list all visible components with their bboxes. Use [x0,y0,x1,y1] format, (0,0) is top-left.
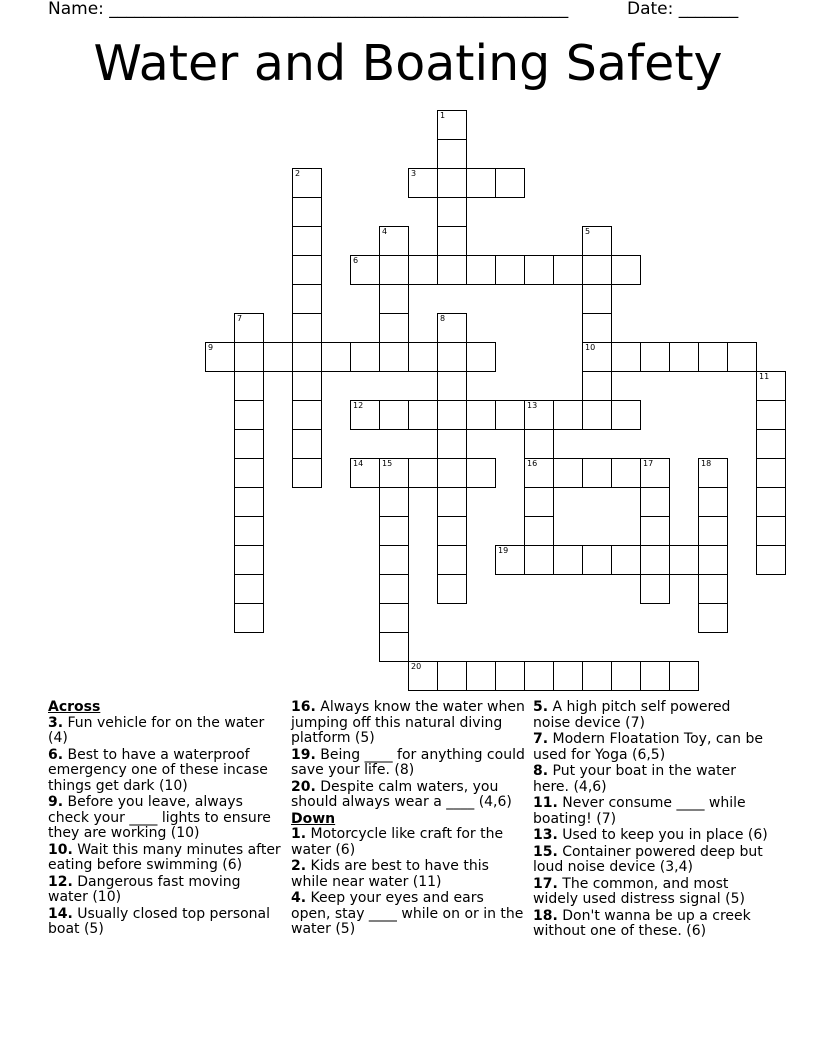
grid-cell[interactable] [466,255,496,285]
grid-cell[interactable] [437,458,467,488]
grid-cell[interactable] [698,545,728,575]
grid-cell[interactable] [611,545,641,575]
clue [533,764,769,795]
clue-number: 3. [48,714,64,731]
clue [533,732,769,763]
grid-cell[interactable] [408,661,438,691]
grid-cell[interactable] [756,400,786,430]
clue [48,843,284,874]
grid-cell[interactable] [466,458,496,488]
grid-cell[interactable] [292,458,322,488]
clue [48,748,284,795]
clue-number: 6. [48,746,64,763]
grid-cell[interactable] [553,400,583,430]
clue-number: 9 [208,343,214,352]
grid-cell[interactable] [553,458,583,488]
grid-cell[interactable] [698,342,728,372]
grid-cell[interactable] [234,574,264,604]
grid-cell[interactable] [292,255,322,285]
clue-text: Modern Floatation Toy, can be used for Yoga (6,5) [533,731,763,763]
grid-cell[interactable] [379,574,409,604]
clue-number: 11 [759,372,770,381]
clue-text: A high pitch self powered noise device (7) [533,699,731,731]
grid-cell[interactable] [379,458,409,488]
clue [533,828,769,844]
grid-cell[interactable] [669,342,699,372]
clue-text: Don't wanna be up a creek without one of these. (6) [533,907,751,939]
clue-number: 5 [585,227,591,236]
grid-cell[interactable] [582,545,612,575]
grid-cell[interactable] [350,400,380,430]
grid-cell[interactable] [553,545,583,575]
grid-cell[interactable] [379,313,409,343]
grid-cell[interactable] [408,255,438,285]
grid-cell[interactable] [524,255,554,285]
grid-cell[interactable] [756,371,786,401]
clue-text: Being ____ for anything could save your life. (8) [291,746,525,778]
grid-cell[interactable] [582,400,612,430]
clue-number: 4. [291,890,307,906]
across-heading: Across [48,699,101,715]
grid-cell[interactable] [582,342,612,372]
grid-cell[interactable] [582,226,612,256]
grid-cell[interactable] [756,516,786,546]
clue [533,796,769,827]
grid-cell[interactable] [756,545,786,575]
clue-text: Always know the water when jumping off this natural diving platform (5) [291,699,525,746]
clue-number: 20 [411,662,422,671]
grid-cell[interactable] [524,458,554,488]
grid-cell[interactable] [524,516,554,546]
clue-number: 8 [440,314,446,323]
clue [533,845,769,876]
clue-text: Fun vehicle for on the water (4) [48,714,265,746]
grid-cell[interactable] [611,458,641,488]
grid-cell[interactable] [495,168,525,198]
grid-cell[interactable] [640,661,670,691]
clue-number: 14 [353,459,364,468]
grid-cell[interactable] [582,313,612,343]
grid-cell[interactable] [437,342,467,372]
grid-cell[interactable] [408,342,438,372]
grid-cell[interactable] [379,632,409,662]
grid-cell[interactable] [292,168,322,198]
grid-cell[interactable] [495,545,525,575]
grid-cell[interactable] [437,574,467,604]
clue [533,877,769,908]
grid-cell[interactable] [234,429,264,459]
grid-cell[interactable] [379,226,409,256]
clue-number: 6 [353,256,359,265]
grid-cell[interactable] [234,342,264,372]
clues-column-3 [533,700,769,941]
grid-cell[interactable] [379,487,409,517]
grid-cell[interactable] [437,110,467,140]
grid-cell[interactable] [582,458,612,488]
clue-number: 19 [498,546,509,555]
grid-cell[interactable] [234,545,264,575]
clue [291,748,527,779]
clue-number: 15. [533,843,558,860]
clue-number: 10 [585,343,596,352]
grid-cell[interactable] [205,342,235,372]
clue-number: 12 [353,401,364,410]
clue [291,891,527,938]
grid-cell[interactable] [437,226,467,256]
grid-cell[interactable] [524,400,554,430]
clue-number: 2 [295,169,301,178]
clue-text: Best to have a waterproof emergency one of these incase things get dark (10) [48,746,268,794]
clue-number: 12. [48,873,73,890]
clue-text: Usually closed top personal boat (5) [48,905,271,937]
grid-cell[interactable] [234,400,264,430]
clue [48,795,284,842]
grid-cell[interactable] [437,371,467,401]
clue-number: 18. [533,907,558,924]
clue [533,700,769,731]
grid-cell[interactable] [292,400,322,430]
grid-cell[interactable] [698,458,728,488]
clue-text: Before you leave, always check your ____ lights to ensure they are working (10) [48,794,271,841]
grid-cell[interactable] [582,284,612,314]
grid-cell[interactable] [379,255,409,285]
grid-cell[interactable] [437,516,467,546]
grid-cell[interactable] [321,342,351,372]
grid-cell[interactable] [466,168,496,198]
grid-cell[interactable] [756,487,786,517]
grid-cell[interactable] [611,342,641,372]
grid-cell[interactable] [292,197,322,227]
grid-cell[interactable] [437,313,467,343]
clue-text: Dangerous fast moving water (10) [48,873,241,905]
name-field[interactable]: Name: ______________________________________________________ [48,0,569,19]
clue [291,700,527,747]
clue-text: Never consume ____ while boating! (7) [533,795,746,827]
grid-cell[interactable] [437,487,467,517]
grid-cell[interactable] [437,168,467,198]
grid-cell[interactable] [292,371,322,401]
clue-number: 16 [527,459,538,468]
clue-number: 3 [411,169,417,178]
grid-cell[interactable] [611,400,641,430]
grid-cell[interactable] [379,284,409,314]
clue-text: Container powered deep but loud noise device (3,4) [533,843,763,875]
clue-text: Used to keep you in place (6) [562,827,768,843]
grid-cell[interactable] [292,284,322,314]
grid-cell[interactable] [234,313,264,343]
grid-cell[interactable] [437,429,467,459]
grid-cell[interactable] [640,545,670,575]
date-field[interactable]: Date: _______ [627,0,739,19]
clue-text: Wait this many minutes after eating before swimming (6) [48,841,281,873]
clue-text: Despite calm waters, you should always wear a ____ (4,6) [291,778,512,810]
grid-cell[interactable] [263,342,293,372]
grid-cell[interactable] [437,255,467,285]
clue-number: 15 [382,459,393,468]
clue-text: Keep your eyes and ears open, stay ____ while on or in the water (5) [291,890,524,937]
clue-number: 20. [291,778,316,795]
clue-number: 14. [48,905,73,922]
grid-cell[interactable] [408,458,438,488]
grid-cell[interactable] [698,574,728,604]
clue-number: 17 [643,459,654,468]
clue [48,907,284,938]
grid-cell[interactable] [611,255,641,285]
grid-cell[interactable] [669,661,699,691]
grid-cell[interactable] [495,400,525,430]
grid-cell[interactable] [495,255,525,285]
grid-cell[interactable] [466,400,496,430]
grid-cell[interactable] [234,603,264,633]
grid-cell[interactable] [234,371,264,401]
grid-cell[interactable] [379,342,409,372]
clue-number: 1 [440,111,446,120]
clue-text: The common, and most widely used distress signal (5) [533,875,745,907]
grid-cell[interactable] [292,313,322,343]
clue-number: 8. [533,763,549,779]
grid-cell[interactable] [524,545,554,575]
clue-text: Motorcycle like craft for the water (6) [291,826,504,858]
grid-cell[interactable] [234,516,264,546]
grid-cell[interactable] [698,487,728,517]
grid-cell[interactable] [379,400,409,430]
clues-column-1 [48,700,284,939]
grid-cell[interactable] [234,487,264,517]
grid-cell[interactable] [524,661,554,691]
clue [291,859,527,890]
grid-cell[interactable] [495,661,525,691]
clue-number: 11. [533,795,558,811]
grid-cell[interactable] [437,400,467,430]
grid-cell[interactable] [640,487,670,517]
clue [533,909,769,940]
grid-cell[interactable] [408,400,438,430]
grid-cell[interactable] [582,661,612,691]
clue-number: 17. [533,875,558,892]
grid-cell[interactable] [553,255,583,285]
clues-column-2 [291,700,527,939]
clue-number: 7 [237,314,243,323]
grid-cell[interactable] [727,342,757,372]
clue-number: 4 [382,227,388,236]
grid-cell[interactable] [756,429,786,459]
grid-cell[interactable] [292,226,322,256]
grid-cell[interactable] [350,255,380,285]
grid-cell[interactable] [756,458,786,488]
grid-cell[interactable] [379,516,409,546]
grid-cell[interactable] [640,574,670,604]
clue-text: Put your boat in the water here. (4,6) [533,763,736,795]
grid-cell[interactable] [379,545,409,575]
clue-number: 1. [291,826,307,842]
grid-cell[interactable] [553,661,583,691]
grid-cell[interactable] [640,342,670,372]
grid-cell[interactable] [466,661,496,691]
grid-cell[interactable] [698,603,728,633]
clue [48,875,284,906]
grid-cell[interactable] [350,342,380,372]
grid-cell[interactable] [698,516,728,546]
grid-cell[interactable] [524,429,554,459]
grid-cell[interactable] [292,342,322,372]
grid-cell[interactable] [582,371,612,401]
down-heading: Down [291,810,336,827]
grid-cell[interactable] [669,545,699,575]
grid-cell[interactable] [437,139,467,169]
clue-number: 5. [533,699,549,715]
grid-cell[interactable] [524,487,554,517]
clue-number: 13 [527,401,538,410]
clue [291,827,527,858]
grid-cell[interactable] [611,661,641,691]
grid-cell[interactable] [640,458,670,488]
grid-cell[interactable] [640,516,670,546]
clue-text: Kids are best to have this while near water (11) [291,858,489,890]
page-title: Water and Boating Safety [93,35,723,92]
clue [48,716,284,747]
clue-number: 19. [291,746,316,763]
grid-cell[interactable] [408,168,438,198]
grid-cell[interactable] [234,458,264,488]
grid-cell[interactable] [437,545,467,575]
clue-number: 7. [533,731,549,747]
grid-cell[interactable] [437,661,467,691]
clue-number: 9. [48,794,64,810]
grid-cell[interactable] [292,429,322,459]
grid-cell[interactable] [466,342,496,372]
clue-number: 2. [291,858,307,874]
grid-cell[interactable] [437,197,467,227]
grid-cell[interactable] [379,603,409,633]
clue-number: 10. [48,841,73,858]
grid-cell[interactable] [350,458,380,488]
grid-cell[interactable] [582,255,612,285]
clue-number: 13. [533,827,558,843]
clue-number: 16. [291,699,316,715]
clue [291,780,527,811]
clue-number: 18 [701,459,712,468]
